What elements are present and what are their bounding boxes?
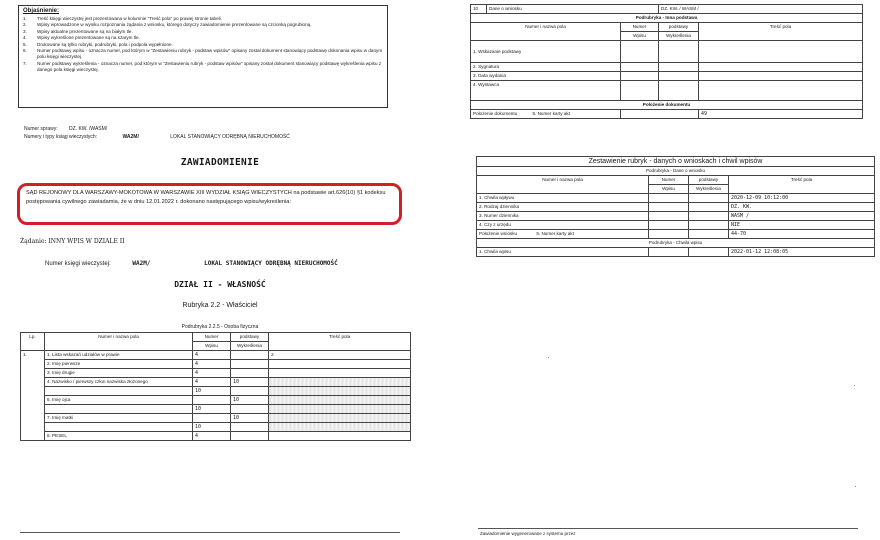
location-label: Położenie dokumentu (473, 111, 518, 116)
entry-basis: 4 (193, 432, 231, 441)
case-number-line (24, 126, 107, 132)
summary-col-entry: Wpisu (649, 185, 689, 194)
deletion-basis: 10 (231, 414, 269, 423)
summary-row-value: 2020-12-09 10:12:00 (729, 194, 875, 203)
basis-row-2: 2. Sygnatura (471, 63, 621, 72)
summary-row-name: 1. Chwila wpływu (477, 194, 649, 203)
row10-value: DZ. KW. / WASM / (659, 5, 863, 14)
case-number-label: Numer sprawy: (24, 126, 58, 132)
basis-row-3: 3. Data wydania (471, 72, 621, 81)
field-content (269, 378, 411, 387)
explanation-number: 7. (23, 60, 27, 66)
field-name: 4. Nazwisko / pierwszy człon nazwiska złożonego (45, 378, 193, 387)
deletion-basis (231, 432, 269, 441)
field-name: 2. Imię pierwsze (45, 360, 193, 369)
explanation-number: 2. (23, 22, 27, 28)
summary-location-row (477, 230, 649, 239)
summary-col-number: Numer (649, 176, 689, 185)
col-lp: Lp. (21, 333, 45, 351)
entry-basis: 4 (193, 378, 231, 387)
kw-number-type: LOKAL STANOWIĄCY ODRĘBNĄ NIERUCHOMOŚĆ (204, 260, 338, 267)
col-deletion: Wykreślenia (231, 342, 269, 351)
explanation-text: Treść księgi wieczystej jest prezentowana w kolumnie "Treść pola" po prawej stronie tabeli. (37, 16, 222, 21)
scan-speck (854, 385, 855, 386)
basis-col-number: Numer (621, 23, 659, 32)
explanations-box (18, 5, 388, 108)
col-entry: Wpisu (193, 342, 231, 351)
explanations-title: Objaśnienie: (23, 8, 60, 14)
table-row (21, 369, 411, 378)
field-name: 8. PESEL (45, 432, 193, 441)
kw-number-value: WA2M/ (132, 260, 151, 267)
entry-subrubric: Podrubryka - Chwila wpisu (477, 239, 875, 248)
col-basis: podstawy (231, 333, 269, 342)
summary-subrubric: Podrubryka - Dane o wniosku (477, 167, 875, 176)
basis-col-deletion: Wykreślenia (659, 32, 699, 41)
table-row (21, 423, 411, 432)
field-name: 3. Imię drugie (45, 369, 193, 378)
field-name (45, 405, 193, 414)
location-sheet-value: 49 (699, 110, 863, 119)
summary-row-name: 2. Rodzaj dziennika (477, 203, 649, 212)
deletion-basis (231, 405, 269, 414)
summary-table (476, 156, 875, 257)
subrubric-title: Podrubryka 2.2.5 - Osoba fizyczna (181, 324, 259, 330)
basis-subrubric: Podrubryka - Inna podstawa (471, 14, 863, 23)
field-content (269, 396, 411, 405)
entry-basis (193, 396, 231, 405)
location-sheet-label: 5. Numer karty akt (532, 111, 570, 116)
kw-numbers-label: Numery i typy ksiąg wieczystych: (24, 134, 98, 140)
explanation-text: Wpisy wykreślone prezentowane są na szarym tle. (37, 35, 140, 41)
explanation-text: Wpisy aktualne prezentowane są na białym tle. (37, 28, 133, 34)
entry-name: 1. Chwila wpisu (477, 248, 649, 257)
kw-numbers-value: WA2M/ (122, 134, 139, 140)
field-content: 2 (269, 351, 411, 360)
kw-type: LOKAL STANOWIĄCY ODRĘBNĄ NIERUCHOMOŚĆ (170, 134, 290, 140)
field-name: 1. Lista wskazań udziałów w prawie (45, 351, 193, 360)
request-label: Żądanie: INNY WPIS W DZIALE II (20, 238, 125, 245)
explanation-number: 1. (23, 16, 27, 21)
field-name: 6. Imię ojca (45, 396, 193, 405)
summary-col-field: Numer i nazwa pola (477, 176, 649, 194)
entry-value: 2022-01-12 12:08:05 (729, 248, 875, 257)
entry-basis: 10 (193, 387, 231, 396)
deletion-basis (231, 387, 269, 396)
summary-row-name: 3. Numer dziennika (477, 212, 649, 221)
basis-row-1: 1. Wskazanie podstawy (471, 41, 621, 63)
row10-label: Dane o wniosku (487, 5, 659, 14)
explanation-number: 5. (23, 41, 27, 47)
kw-number-label: Numer księgi wieczystej: (45, 261, 111, 267)
explanation-text: Wpisy wprowadzone w wyniku rozpoznania żądania z wniosku, którego dotyczy zawiadomienie prezentowane są czcionką pogrubioną. (37, 22, 312, 28)
summary-sheet-label: 5. Numer karty akt (536, 231, 574, 236)
table-row (21, 432, 411, 441)
case-number-value: DZ. KW. /WASM/ (69, 126, 108, 132)
explanation-text: Numer podstawy wykreślenia - oznacza numer, pod którym w "Zestawieniu rubryk - podstaw wpisów" opisany został dokument stanowiący podstawę wykreślenia wpisu z danego pola księgi wieczystej. (37, 60, 382, 73)
deletion-basis: 10 (231, 378, 269, 387)
entry-basis: 4 (193, 360, 231, 369)
summary-title: Zestawienie rubryk - danych o wnioskach i chwil wpisów (477, 157, 875, 167)
field-content (269, 360, 411, 369)
basis-row-4: 4. Wystawca (471, 81, 621, 101)
explanations-list (23, 16, 383, 74)
col-content: Treść pola (269, 333, 411, 351)
scan-speck (855, 486, 856, 487)
footer-rule-right (478, 528, 858, 529)
legal-notice-text: SĄD REJONOWY DLA WARSZAWY-MOKOTOWA W WARSZAWIE XIII WYDZIAŁ KSIĄG WIECZYSTYCH na podstawie art.626(10) §1 kodeksu postępowania cywilnego zawiadamia, że w dniu 12.01.2022 r. dokonano następującego wpisu/wykreślenia: (26, 190, 386, 205)
field-content (269, 369, 411, 378)
summary-col-content: Treść pola (729, 176, 875, 194)
summary-row-value: DZ. KW. (729, 203, 875, 212)
location-title: Położenie dokumentu (471, 101, 863, 110)
field-name: 7. Imię matki (45, 414, 193, 423)
deletion-basis (231, 351, 269, 360)
explanation-text: Numer podstawy wpisu - oznacza numer, pod którym w "Zestawieniu rubryk - podstaw wpisów" opisany został dokument stanowiący podstawę dokonania wpisu w danym polu księgi wieczystej. (37, 48, 383, 60)
field-name (45, 423, 193, 432)
document-title: ZAWIADOMIENIE (180, 157, 260, 168)
deletion-basis (231, 423, 269, 432)
field-content (269, 423, 411, 432)
field-content (269, 414, 411, 423)
section-title: DZIAŁ II - WŁASNOŚĆ (174, 280, 266, 289)
basis-col-field: Numer i nazwa pola (471, 23, 621, 41)
explanation-item (23, 61, 383, 74)
summary-row-value: NIE (729, 221, 875, 230)
table-row (21, 414, 411, 423)
explanation-number: 6. (23, 48, 27, 54)
summary-sheet-value: 44-70 (729, 230, 875, 239)
summary-col-basis: podstawy (689, 176, 729, 185)
explanation-item (23, 48, 383, 61)
table-row (21, 351, 411, 360)
scan-speck (548, 357, 549, 358)
deletion-basis: 10 (231, 396, 269, 405)
row10-num: 10 (471, 5, 487, 14)
explanation-text: Drukowane są tylko rubryki, podrubryki, pola i podpola wypełnione. (37, 41, 173, 47)
kw-numbers-line (24, 134, 290, 140)
explanation-number: 3. (23, 28, 27, 34)
basis-col-basis: podstawy (659, 23, 699, 32)
field-content (269, 405, 411, 414)
notice-page-right (450, 0, 880, 540)
col-field: Numer i nazwa pola (45, 333, 193, 351)
summary-location-label: Położenie wniosku (479, 231, 518, 236)
basis-col-content: Treść pola (699, 23, 863, 41)
row-lp: 1. (21, 351, 45, 441)
entry-basis: 4 (193, 369, 231, 378)
entry-basis: 4 (193, 351, 231, 360)
table-row (21, 396, 411, 405)
summary-col-deletion: Wykreślenia (689, 185, 729, 194)
deletion-basis (231, 360, 269, 369)
summary-row-value: WASM / (729, 212, 875, 221)
explanation-number: 4. (23, 35, 27, 41)
basis-col-entry: Wpisu (621, 32, 659, 41)
footer-text: Zawiadomienie wygenerowane z systemu przez (480, 531, 576, 536)
kw-number-line (45, 260, 344, 267)
field-content (269, 432, 411, 441)
table-row (21, 405, 411, 414)
field-name (45, 387, 193, 396)
table-row (21, 378, 411, 387)
location-row (471, 110, 621, 119)
entry-basis: 10 (193, 405, 231, 414)
deletion-basis (231, 369, 269, 378)
footer-rule-left (20, 532, 400, 533)
entry-basis: 10 (193, 423, 231, 432)
summary-row-name: 4. Czy z urzędu (477, 221, 649, 230)
field-content (269, 387, 411, 396)
rubric-title: Rubryka 2.2 - Właściciel (182, 302, 258, 309)
entry-basis (193, 414, 231, 423)
basis-table (470, 4, 863, 119)
table-row (21, 360, 411, 369)
owner-table (20, 332, 411, 441)
table-row (21, 387, 411, 396)
col-number: Numer (193, 333, 231, 342)
